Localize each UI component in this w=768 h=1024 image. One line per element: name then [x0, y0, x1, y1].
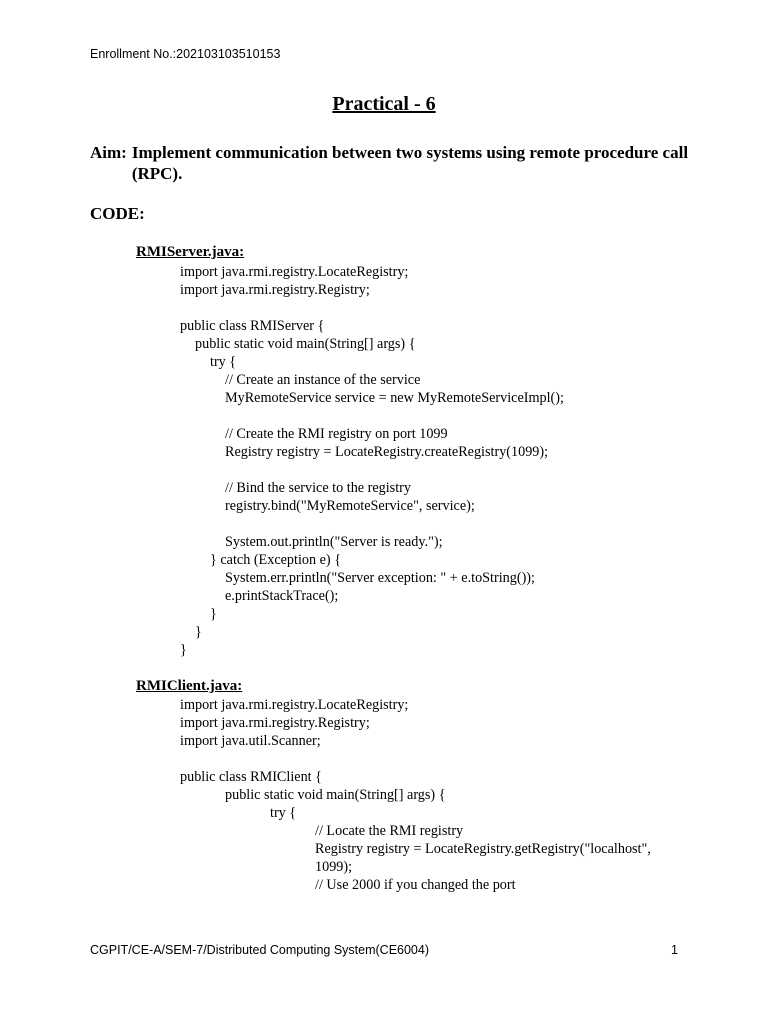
code-line: // Bind the service to the registry [225, 480, 411, 496]
code-line: 1099); [315, 859, 353, 875]
code-line: public class RMIClient { [180, 769, 322, 785]
aim-label: Aim: [90, 143, 127, 162]
code-line: } [210, 606, 217, 622]
code-line: System.err.println("Server exception: " + e.toString()); [225, 570, 535, 586]
code-line: import java.rmi.registry.Registry; [180, 715, 370, 731]
code-line: import java.rmi.registry.LocateRegistry; [180, 697, 409, 713]
code-line: public static void main(String[] args) { [195, 336, 416, 352]
code-heading: CODE: [90, 204, 145, 223]
code-line: System.out.println("Server is ready."); [225, 534, 443, 550]
code-line: try { [210, 354, 237, 370]
code-line: import java.util.Scanner; [180, 733, 321, 749]
code-line: } [180, 642, 187, 658]
server-filename: RMIServer.java: [136, 244, 245, 260]
client-filename: RMIClient.java: [136, 678, 243, 694]
code-line: MyRemoteService service = new MyRemoteServiceImpl(); [225, 390, 564, 406]
code-line: Registry registry = LocateRegistry.createRegistry(1099); [225, 444, 549, 460]
code-line: import java.rmi.registry.Registry; [180, 282, 370, 298]
aim-statement [90, 142, 690, 184]
page-number: 1 [671, 943, 678, 957]
enrollment-number: Enrollment No.:202103103510153 [90, 47, 281, 61]
code-line: Registry registry = LocateRegistry.getRegistry("localhost", [315, 841, 651, 857]
code-line: } [195, 624, 202, 640]
code-line: import java.rmi.registry.LocateRegistry; [180, 264, 409, 280]
code-line: // Use 2000 if you changed the port [315, 877, 516, 893]
page-title: Practical - 6 [332, 93, 436, 115]
aim-text: Implement communication between two systems using remote procedure call (RPC). [131, 143, 689, 183]
code-line: // Create an instance of the service [225, 372, 421, 388]
code-line: public class RMIServer { [180, 318, 325, 334]
code-line: // Locate the RMI registry [315, 823, 464, 839]
code-line: e.printStackTrace(); [225, 588, 339, 604]
code-line: try { [270, 805, 297, 821]
code-line: public static void main(String[] args) { [225, 787, 446, 803]
code-line: // Create the RMI registry on port 1099 [225, 426, 448, 442]
code-line: registry.bind("MyRemoteService", service); [225, 498, 475, 514]
code-line: } catch (Exception e) { [210, 552, 341, 568]
footer-course: CGPIT/CE-A/SEM-7/Distributed Computing System(CE6004) [90, 943, 429, 957]
